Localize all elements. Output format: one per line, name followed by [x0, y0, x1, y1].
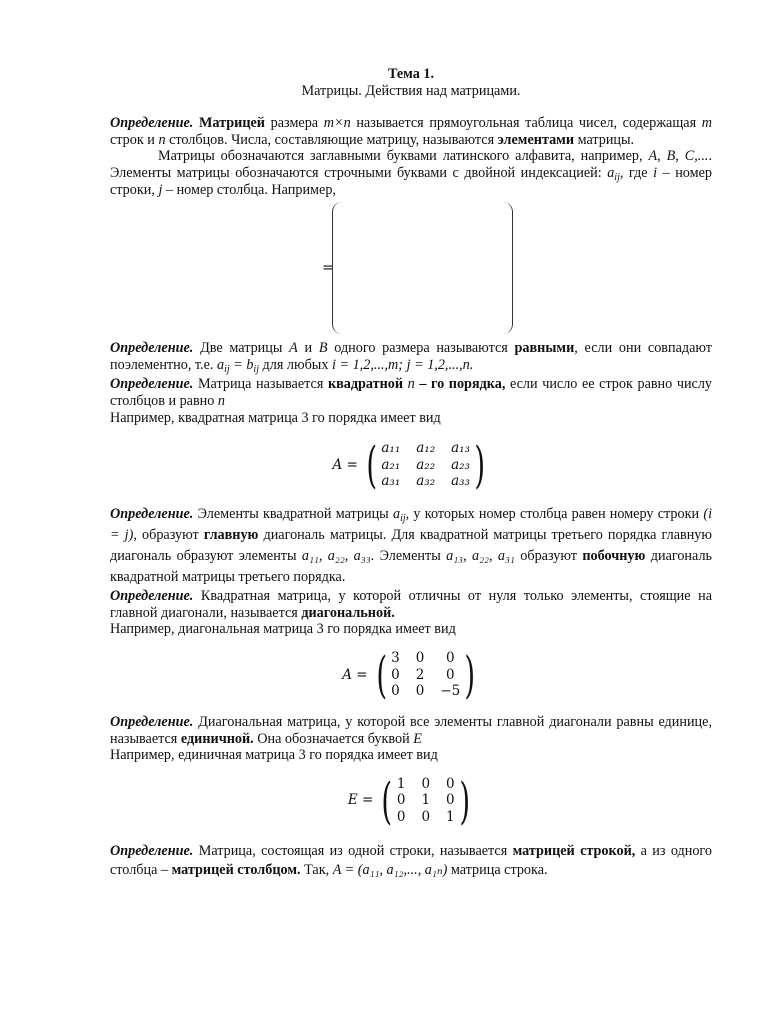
- matrix-cell: 0: [415, 650, 425, 667]
- page-subtitle: Матрицы. Действия над матрицами.: [301, 82, 521, 99]
- matrix-cell: 2: [415, 666, 425, 683]
- matrix-cell: a₃₃: [451, 473, 470, 490]
- equals-sign: =: [322, 260, 334, 277]
- matrix-cell: 0: [445, 650, 455, 667]
- matrix-diagonal: A = ( 3 0 0 0 2 0 0 0 −5 ): [342, 645, 476, 704]
- matrix-grid: [397, 776, 455, 826]
- notation-paragraph: Матрицы обозначаются заглавными буквами латинского алфавита, например, A, B, C,.... Элементы матрицы обозначаются строчными буквами с двойной индексацией: $a_{ij}$, где i – номер строки, j – номер столбца. Например,: [110, 148, 712, 198]
- matrix-cell: 0: [391, 683, 400, 700]
- matrix-cell: 0: [445, 666, 455, 683]
- matrix-cell: 0: [396, 808, 406, 825]
- definition-equal: Определение. Две матрицы A и B одного размера называются равными, если они совпадают поэлементно, т.е. $a_{ij} = b_{ij}$ для любых i = 1,2,...,m; j = 1,2,...,n.: [110, 340, 713, 375]
- matrix-cell: a₂₁: [381, 456, 401, 473]
- matrix-grid: [391, 650, 460, 700]
- definition-matrix: Определение. Матрицей размера m×n называется прямоугольная таблица чисел, содержащая m строк и n столбцов. Числа, составляющие матрицу, называются элементами матрицы.: [110, 115, 712, 148]
- matrix-lhs: A =: [332, 456, 358, 473]
- left-bracket: [332, 202, 343, 334]
- example-diagonal-text: Например, диагональная матрица 3 го порядка имеет вид: [110, 621, 456, 638]
- matrix-cell: 1: [446, 808, 455, 825]
- matrix-cell: 0: [446, 775, 455, 792]
- example-identity-text: Например, единичная матрица 3 го порядка имеет вид: [110, 747, 438, 764]
- matrix-cell: a₂₃: [451, 456, 470, 473]
- definition-diagonals: Определение. Элементы квадратной матрицы $a_{ij}$, у которых номер столбца равен номеру строки (i = j), образуют главную диагональ матрицы. Для квадратной матрицы третьего порядка главную диагональ образуют элементы a₁₁, a₂₂, a₃₃. Элементы a₁₃, a₂₂, a₃₁ образуют побочную диагональ квадратной матрицы третьего порядка.: [110, 506, 713, 586]
- matrix-cell: 0: [421, 775, 431, 792]
- matrix-cell: a₃₁: [381, 473, 401, 490]
- definition-identity: Определение. Диагональная матрица, у которой все элементы главной диагонали равны единице, называется единичной. Она обозначается буквой E: [110, 713, 712, 747]
- matrix-cell: 0: [446, 792, 455, 809]
- matrix-cell: a₃₂: [416, 473, 436, 490]
- matrix-cell: a₁₃: [451, 440, 470, 457]
- generic-matrix-placeholder: [110, 202, 712, 336]
- right-bracket: [502, 202, 513, 334]
- example-square-text: Например, квадратная матрица 3 го порядка имеет вид: [110, 409, 441, 426]
- definition-row-column: Определение. Матрица, состоящая из одной строки, называется матрицей строкой, а из одного столбца – матрицей столбцом. Так, A = (a₁₁, a₁₂,..., a₁ₙ) матрица строка.: [110, 842, 712, 878]
- matrix-grid: [381, 440, 470, 490]
- matrix-cell: −5: [440, 683, 461, 700]
- matrix-cell: 0: [396, 792, 406, 809]
- matrix-cell: a₁₂: [416, 440, 436, 457]
- matrix-cell: 1: [421, 792, 431, 809]
- matrix-square: A = ( a₁₁ a₁₂ a₁₃ a₂₁ a₂₂ a₂₃ a₃₁ a₃₂ a₃₃ ): [332, 436, 486, 495]
- document-page: [110, 66, 712, 880]
- matrix-cell: 0: [421, 808, 431, 825]
- page-title: Тема 1.: [387, 66, 435, 82]
- definition-square: Определение. Матрица называется квадратной n – го порядка, если число ее строк равно числу столбцов и равно n: [110, 376, 713, 409]
- matrix-cell: 0: [391, 666, 400, 683]
- matrix-cell: 3: [391, 650, 400, 667]
- matrix-cell: 1: [396, 775, 406, 792]
- matrix-cell: a₂₂: [416, 456, 436, 473]
- definition-diagonal-matrix: Определение. Квадратная матрица, у которой отличны от нуля только элементы, стоящие на главной диагонали, называется диагональной.: [110, 588, 712, 621]
- matrix-identity: E = ( 1 0 0 0 1 0 0 0 1 ): [347, 771, 470, 830]
- matrix-cell: 0: [415, 683, 425, 700]
- matrix-cell: a₁₁: [381, 440, 401, 457]
